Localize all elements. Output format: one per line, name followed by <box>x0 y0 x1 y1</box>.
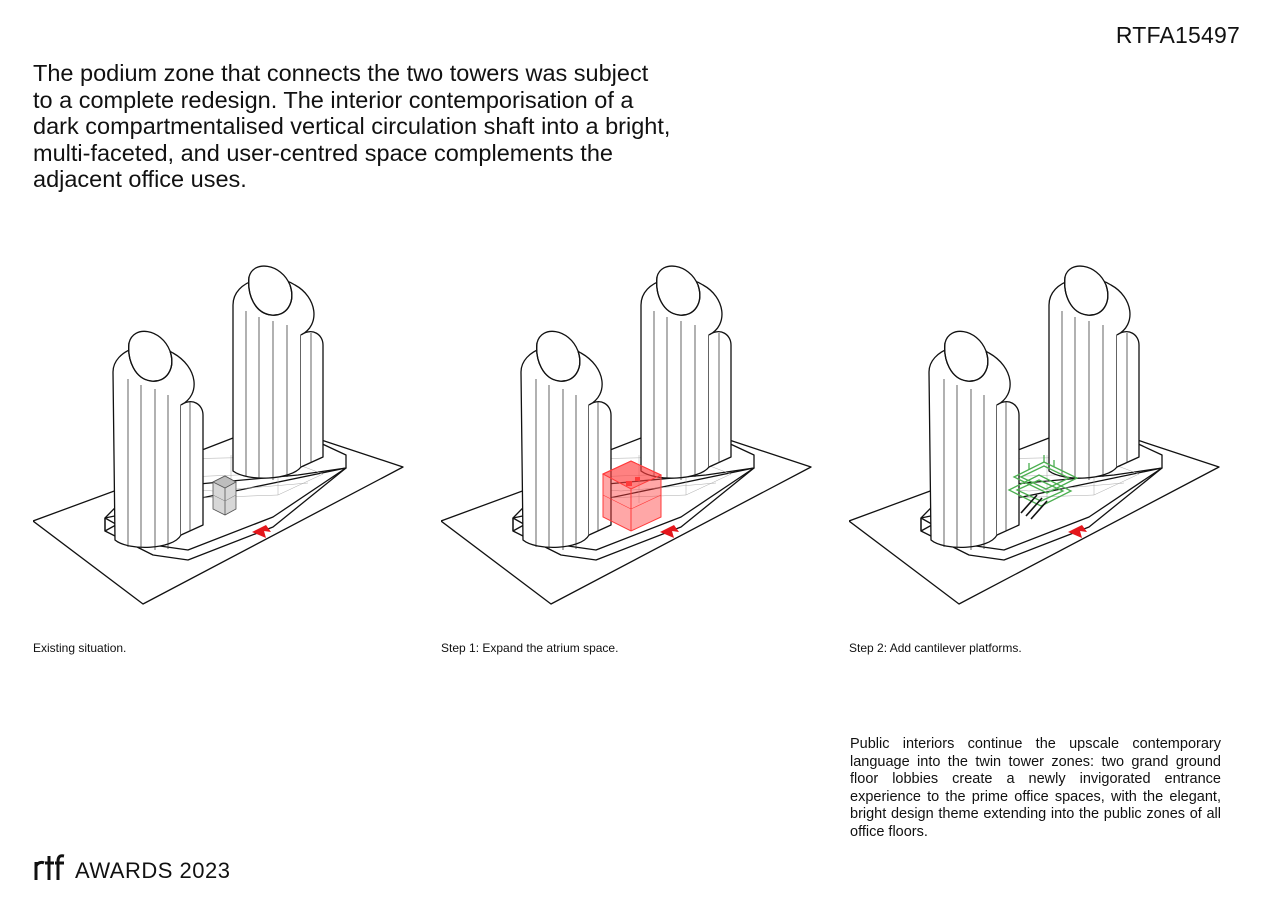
rtf-logo-icon <box>33 852 67 882</box>
axonometric-diagram-existing <box>33 255 433 615</box>
project-code: RTFA15497 <box>1115 22 1240 48</box>
caption-step2: Step 2: Add cantilever platforms. <box>849 641 1022 655</box>
diagram-existing <box>33 255 433 615</box>
axonometric-diagram-step1 <box>441 255 841 615</box>
brand-footer <box>33 852 230 882</box>
diagram-step1 <box>441 255 841 615</box>
caption-existing: Existing situation. <box>33 641 127 655</box>
intro-text: The podium zone that connects the two towers was subject to a complete redesign. The interior contemporisation of a dark compartmentalised vertical circulation shaft into a bright, multi-faceted, and user-centred space complements the adjacent office uses. <box>33 60 671 192</box>
axonometric-diagram-step2 <box>849 255 1249 615</box>
expanded-atrium-volume <box>603 461 661 531</box>
vertical-core-shaft <box>213 476 236 515</box>
caption-step1: Step 1: Expand the atrium space. <box>441 641 619 655</box>
description-paragraph: Public interiors continue the upscale contemporary language into the twin tower zones: two grand ground floor lobbies create a newly invigorated entrance experience to the prime office spaces, with the elegant, bright design theme extending into the public zones of all office floors. <box>850 736 1221 840</box>
awards-label: AWARDS 2023 <box>75 858 231 883</box>
diagram-step2 <box>849 255 1249 615</box>
intro-paragraph <box>33 60 673 193</box>
